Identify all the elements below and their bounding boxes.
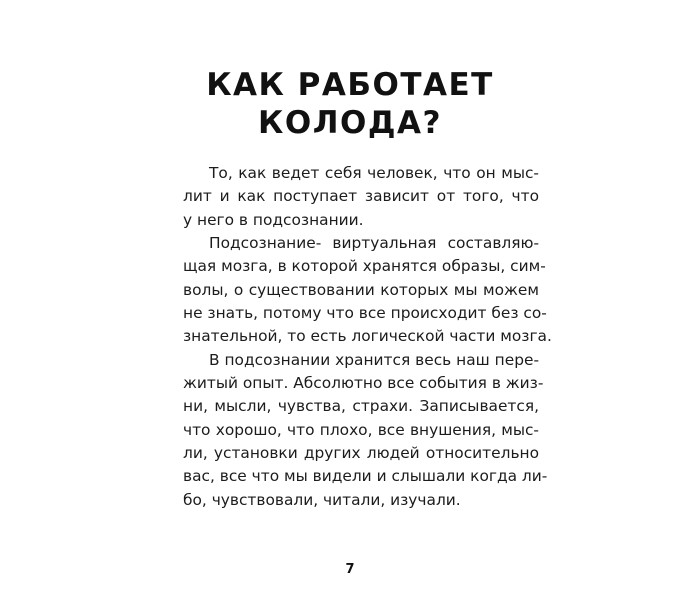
text-line: лит и как поступает зависит от того, что — [183, 187, 539, 206]
text-line: В подсознании хранится весь наш пере- — [209, 350, 539, 369]
text-line: ли, установки других людей относительно — [183, 444, 539, 463]
page-title — [0, 66, 700, 142]
paragraph-2 — [183, 232, 552, 349]
paragraph-1 — [183, 162, 539, 232]
text-line: житый опыт. Абсолютно все события в жиз- — [183, 374, 544, 393]
body-text — [183, 162, 552, 512]
title-line-1: КАК РАБОТАЕТ — [206, 67, 494, 103]
text-line: что хорошо, что плохо, все внушения, мыс- — [183, 420, 539, 439]
text-line: вас, все что мы видели и слышали когда ли- — [183, 467, 548, 486]
text-line: волы, о существовании которых мы можем — [183, 280, 539, 299]
text-line: щая мозга, в которой хранятся образы, сим- — [183, 257, 546, 276]
text-line: знательной, то есть логической части мозга. — [183, 327, 552, 346]
text-line: То, как ведет себя человек, что он мыс- — [209, 164, 539, 182]
paragraph-3 — [183, 349, 548, 512]
text-line: Подсознание- виртуальная составляю- — [209, 234, 539, 253]
text-line: ни, мысли, чувства, страхи. Записывается, — [183, 397, 539, 416]
title-line-2: КОЛОДА? — [258, 105, 442, 141]
text-line: у него в подсознании. — [183, 210, 364, 229]
text-line: бо, чувствовали, читали, изучали. — [183, 490, 461, 509]
text-line: не знать, потому что все происходит без со- — [183, 304, 547, 323]
page-number: 7 — [345, 562, 355, 577]
